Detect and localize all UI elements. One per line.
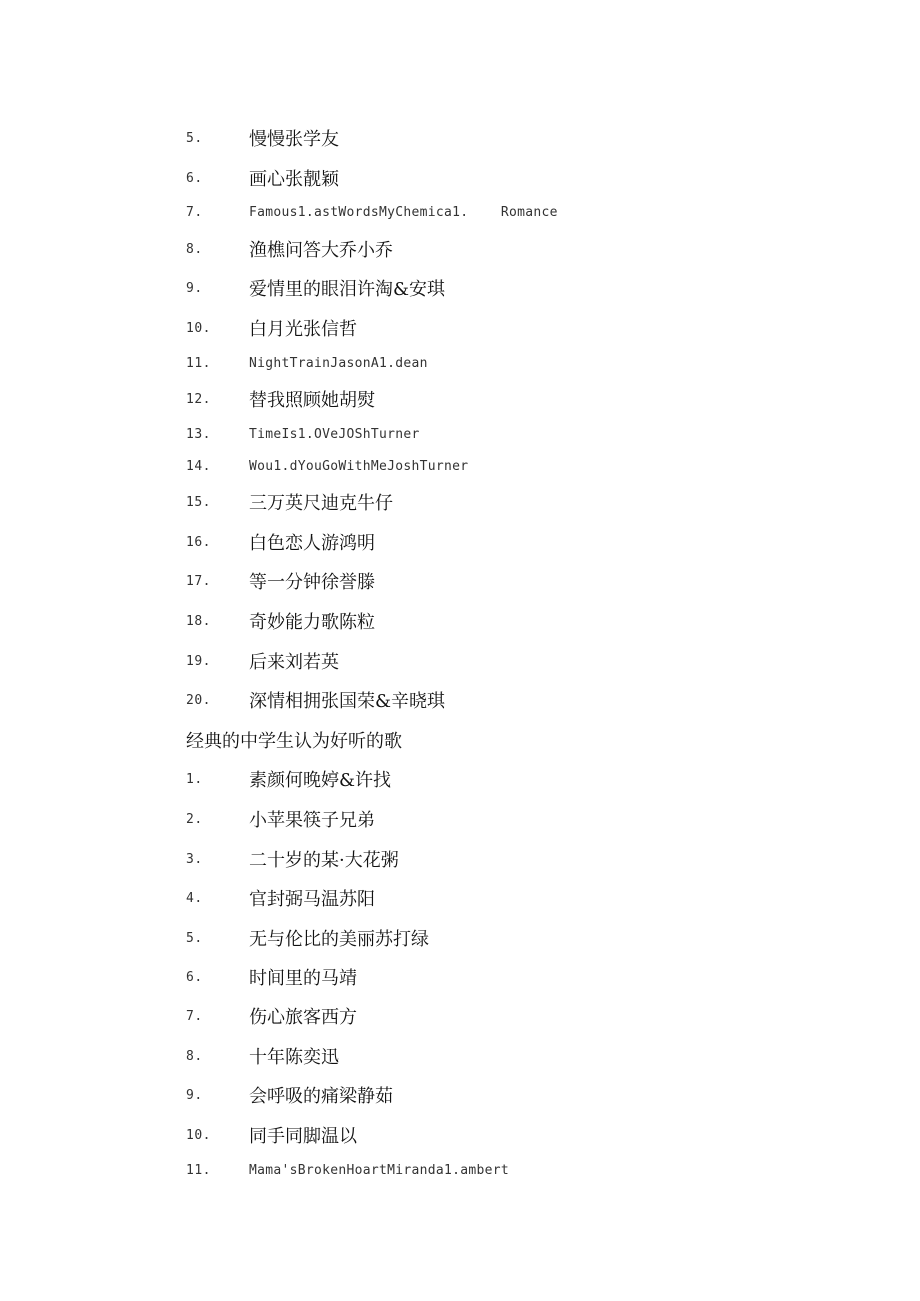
list-number: 2. xyxy=(186,811,203,827)
song-title: 无与伦比的美丽苏打绿 xyxy=(249,929,429,950)
song-title: TimeIs1.OVeJOShTurner xyxy=(249,426,420,442)
song-title: 慢慢张学友 xyxy=(249,129,339,150)
list-number: 4. xyxy=(186,890,203,906)
list-item xyxy=(186,488,393,516)
list-number: 8. xyxy=(186,1048,203,1064)
list-item xyxy=(186,805,375,833)
list-item xyxy=(186,1156,509,1184)
song-title: NightTrainJasonA1.dean xyxy=(249,355,428,371)
song-title: 十年陈奕迅 xyxy=(249,1047,339,1068)
list-item xyxy=(186,884,375,912)
list-number: 10. xyxy=(186,320,211,336)
list-number: 8. xyxy=(186,241,203,257)
list-item xyxy=(186,924,429,952)
song-title: 白月光张信哲 xyxy=(249,319,357,340)
list-number: 12. xyxy=(186,391,211,407)
list-item xyxy=(186,1081,393,1109)
song-title: 渔樵问答大乔小乔 xyxy=(249,240,393,261)
song-title: 二十岁的某·大花粥 xyxy=(249,850,399,871)
list-item xyxy=(186,567,375,595)
song-title: 爱情里的眼泪许淘&安琪 xyxy=(249,279,446,300)
list-item xyxy=(186,963,357,991)
song-title: 奇妙能力歌陈粒 xyxy=(249,612,375,633)
list-number: 7. xyxy=(186,1008,203,1024)
song-title: 会呼吸的痛梁静茹 xyxy=(249,1086,393,1107)
list-item xyxy=(186,1121,357,1149)
list-item xyxy=(186,164,339,192)
list-number: 11. xyxy=(186,355,211,371)
list-item xyxy=(186,1002,357,1030)
list-number: 18. xyxy=(186,613,211,629)
list-number: 17. xyxy=(186,573,211,589)
list-item xyxy=(186,686,445,714)
list-number: 1. xyxy=(186,771,203,787)
list-number: 3. xyxy=(186,851,203,867)
list-number: 11. xyxy=(186,1162,211,1178)
list-number: 16. xyxy=(186,534,211,550)
song-title: 画心张靓颖 xyxy=(249,169,339,190)
list-item xyxy=(186,765,391,793)
song-title: Wou1.dYouGoWithMeJoshTurner xyxy=(249,458,469,474)
song-title: 等一分钟徐誉滕 xyxy=(249,572,375,593)
list-item xyxy=(186,198,558,226)
song-title: 同手同脚温以 xyxy=(249,1126,357,1147)
list-item xyxy=(186,420,420,448)
list-number: 13. xyxy=(186,426,211,442)
song-title: 伤心旅客西方 xyxy=(249,1007,357,1028)
list-item xyxy=(186,528,375,556)
list-item xyxy=(186,1042,339,1070)
list-number: 10. xyxy=(186,1127,211,1143)
list-number: 7. xyxy=(186,204,203,220)
list-item xyxy=(186,452,468,480)
song-title: 后来刘若英 xyxy=(249,652,339,673)
list-item xyxy=(186,607,375,635)
song-title: 替我照顾她胡熨 xyxy=(249,390,375,411)
song-title: 白色恋人游鸿明 xyxy=(249,533,375,554)
song-title: 时间里的马靖 xyxy=(249,968,357,989)
song-title: 小苹果筷子兄弟 xyxy=(249,810,375,831)
list-item xyxy=(186,385,375,413)
list-number: 9. xyxy=(186,280,203,296)
list-item xyxy=(186,647,339,675)
list-item xyxy=(186,274,445,302)
section-heading: 经典的中学生认为好听的歌 xyxy=(186,731,402,752)
song-title: 三万英尺迪克牛仔 xyxy=(249,493,393,514)
song-title: 官封弼马温苏阳 xyxy=(249,889,375,910)
list-item xyxy=(186,124,339,152)
list-number: 14. xyxy=(186,458,211,474)
song-title: 深情相拥张国荣&辛晓琪 xyxy=(249,691,446,712)
list-number: 19. xyxy=(186,653,211,669)
list-item xyxy=(186,845,399,873)
list-number: 6. xyxy=(186,969,203,985)
list-number: 6. xyxy=(186,170,203,186)
list-number: 5. xyxy=(186,930,203,946)
list-item xyxy=(186,314,357,342)
song-title: 素颜何晚婷&许找 xyxy=(249,770,392,791)
list-item xyxy=(186,235,393,263)
song-title: Mama'sBrokenHoartMiranda1.ambert xyxy=(249,1162,510,1178)
list-number: 20. xyxy=(186,692,211,708)
list-item xyxy=(186,349,428,377)
list-number: 15. xyxy=(186,494,211,510)
song-title: Famous1.astWordsMyChemica1. Romance xyxy=(249,204,558,220)
list-number: 5. xyxy=(186,130,203,146)
list-number: 9. xyxy=(186,1087,203,1103)
